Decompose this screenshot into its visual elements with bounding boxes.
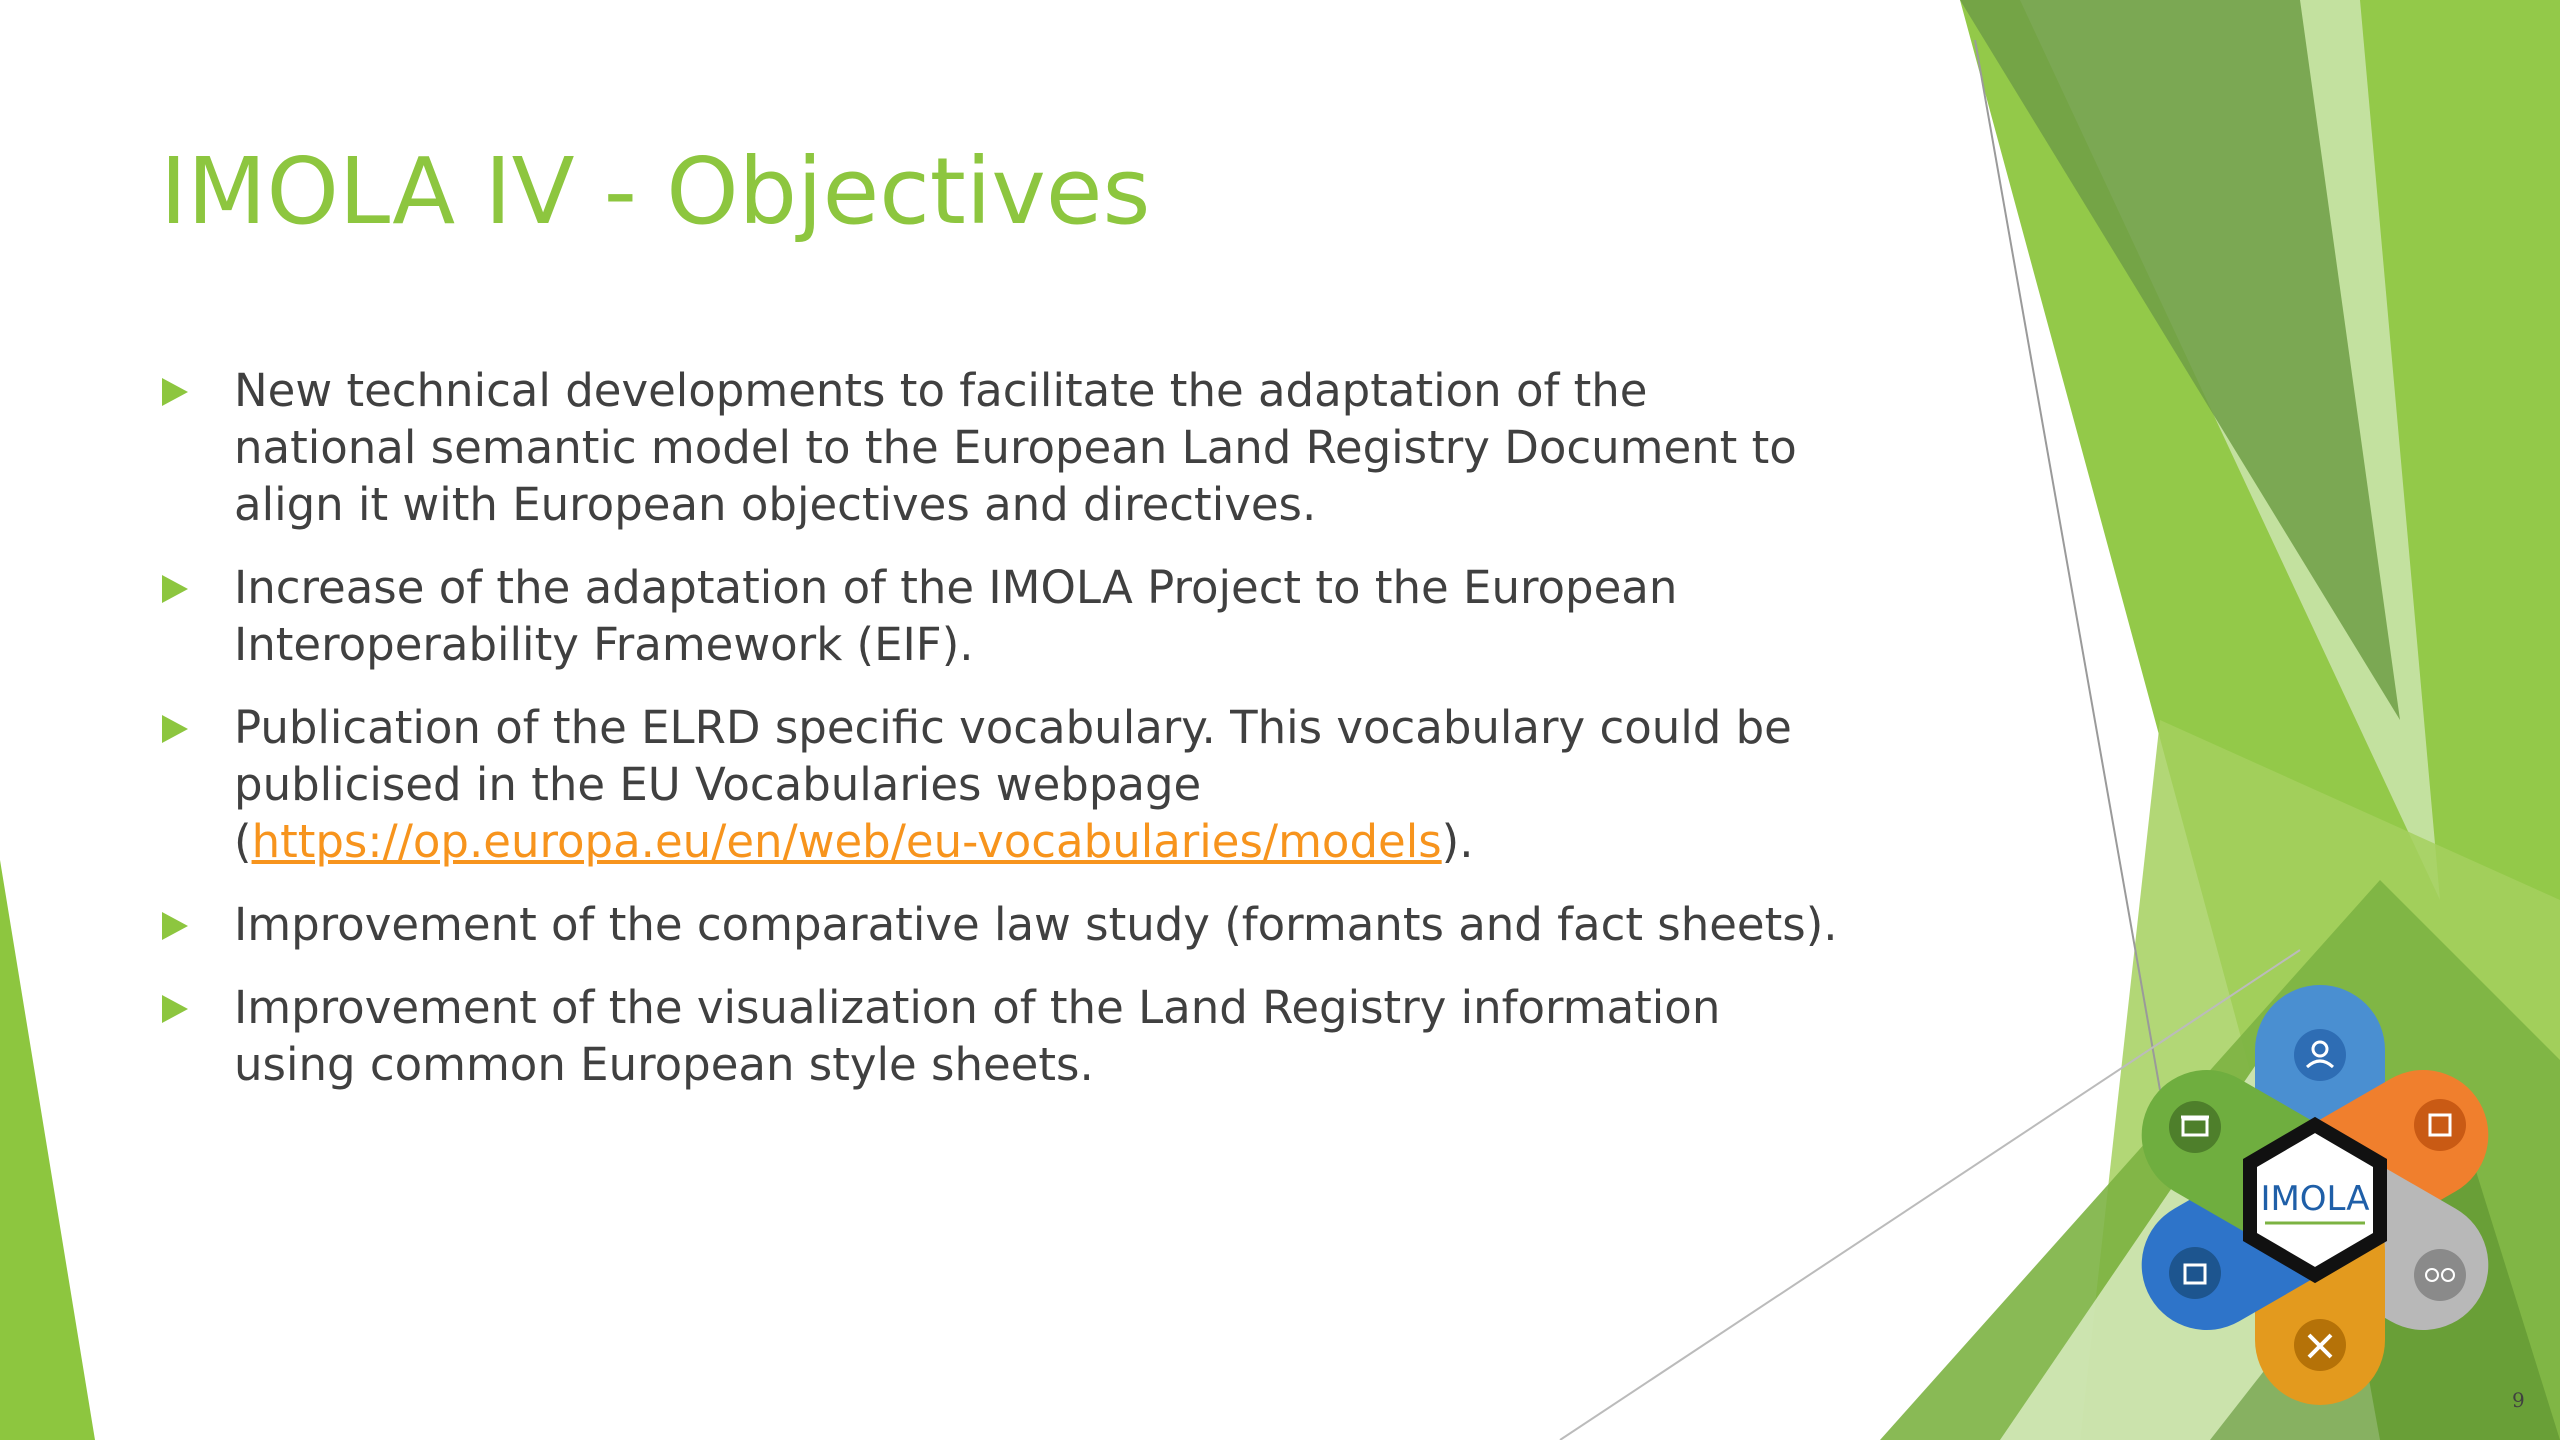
bullet-item (160, 559, 1840, 673)
coins-icon (2414, 1099, 2466, 1151)
bullet-text: Improvement of the comparative law study (formants and fact sheets). (234, 898, 1838, 951)
bullet-text-end: ). (1441, 815, 1474, 868)
bullet-arrow-icon (162, 995, 188, 1023)
bullet-item (160, 979, 1840, 1093)
bullet-text: Increase of the adaptation of the IMOLA Project to the European Interoperability Framework (EIF). (234, 561, 1678, 671)
building-icon (2169, 1101, 2221, 1153)
bullet-text: Publication of the ELRD specific vocabulary. This vocabulary could be publicised in the EU Vocabularies webpage ( (234, 701, 1792, 868)
bullet-arrow-icon (162, 912, 188, 940)
bullet-item (160, 699, 1840, 870)
bullet-item (160, 362, 1840, 533)
page-number: 9 (2512, 1388, 2525, 1412)
bullet-text: Improvement of the visualization of the Land Registry information using common European style sheets. (234, 981, 1721, 1091)
imola-logo (2115, 975, 2515, 1415)
bullet-arrow-icon (162, 575, 188, 603)
eu-vocabularies-link[interactable]: https://op.europa.eu/en/web/eu-vocabularies/models (251, 815, 1442, 868)
group-icon (2414, 1249, 2466, 1301)
bullet-arrow-icon (162, 715, 188, 743)
objectives-list (160, 362, 1840, 1119)
slide-title: IMOLA IV - Objectives (160, 138, 1151, 245)
chart-icon (2169, 1247, 2221, 1299)
bullet-arrow-icon (162, 378, 188, 406)
bullet-text: New technical developments to facilitate the adaptation of the national semantic model to the European Land Registry Document to align it with European objectives and directives. (234, 364, 1797, 531)
left-edge-shape (0, 860, 95, 1440)
bullet-item (160, 896, 1840, 953)
logo-wordmark: IMOLA (2260, 1179, 2370, 1219)
